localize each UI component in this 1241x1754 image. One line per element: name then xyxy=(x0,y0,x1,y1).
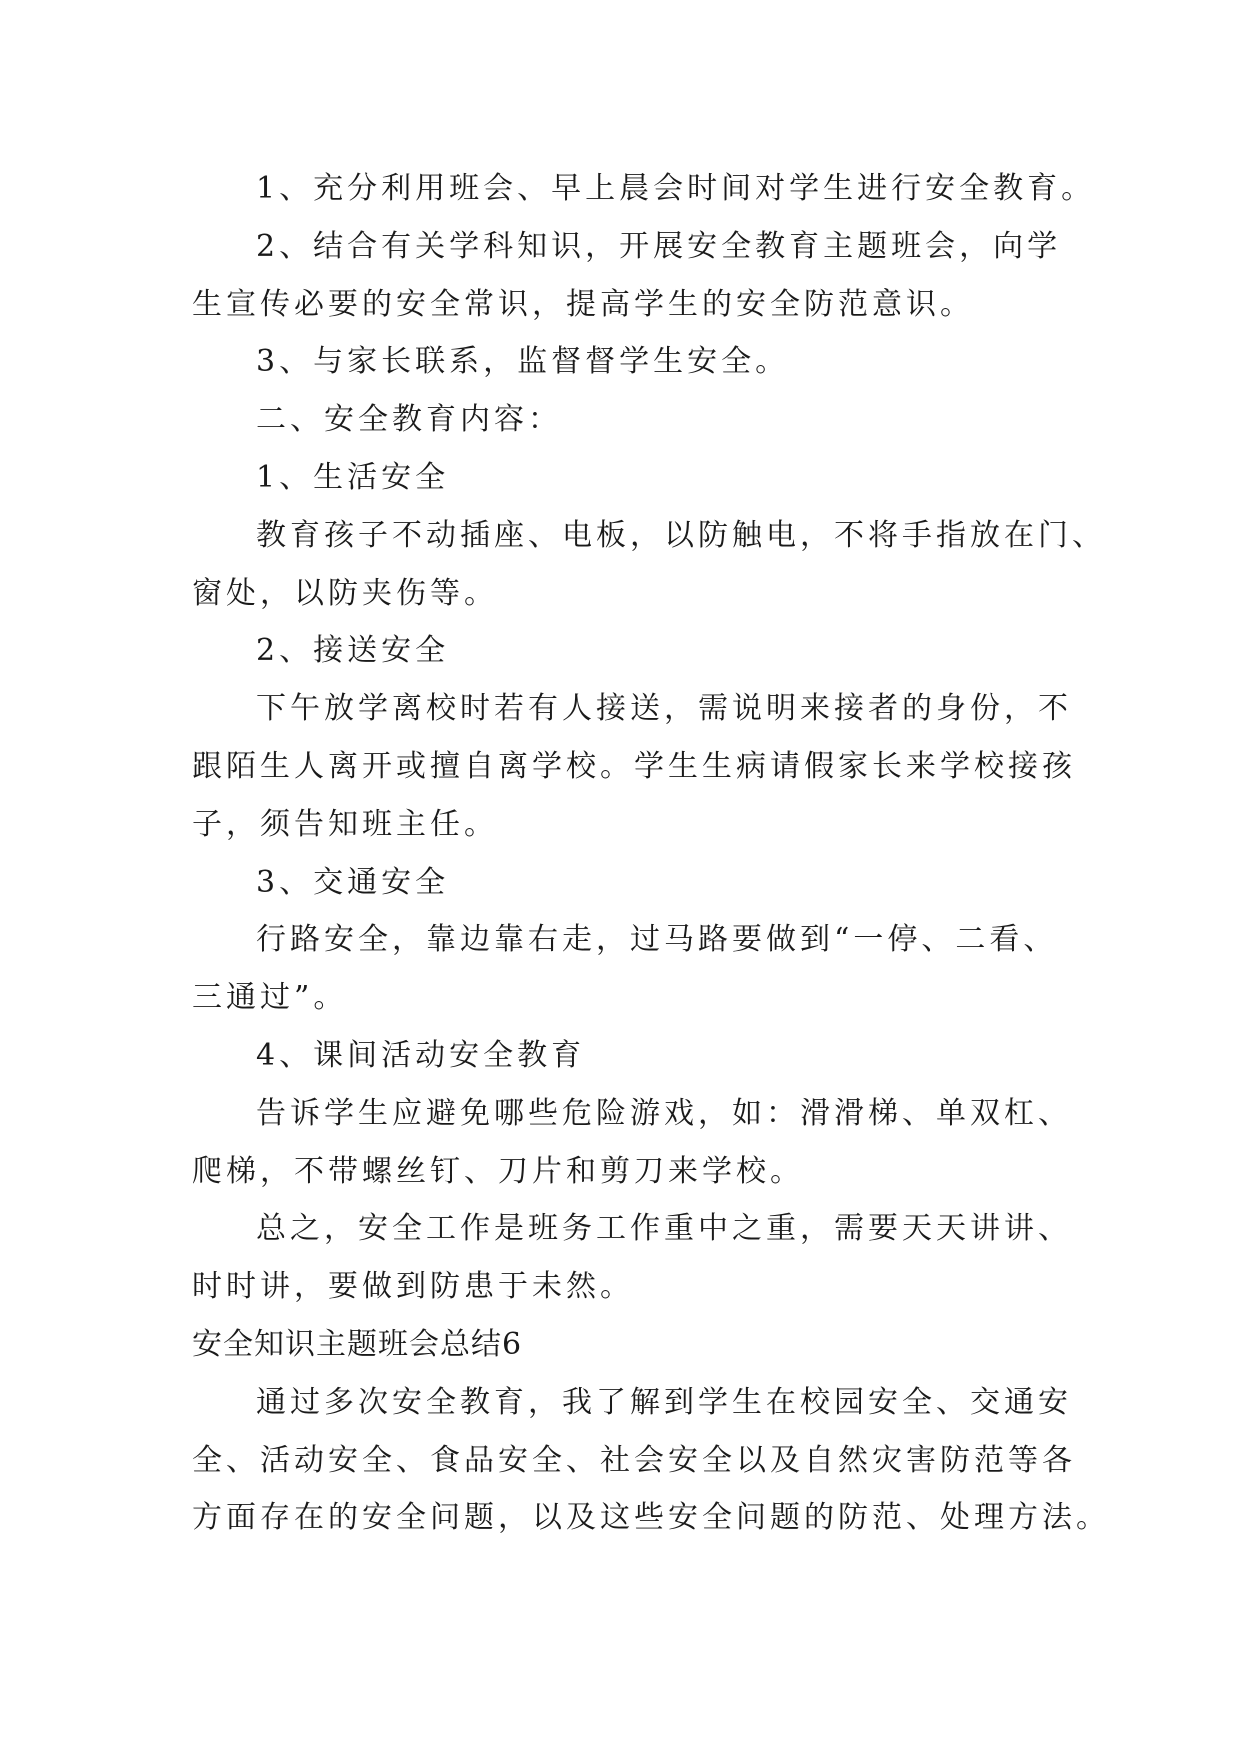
paragraph-line: 2、结合有关学科知识，开展安全教育主题班会，向学 xyxy=(256,228,1062,264)
paragraph-line: 教育孩子不动插座、电板，以防触电，不将手指放在门、 xyxy=(256,517,1106,553)
section-heading: 二、安全教育内容： xyxy=(256,402,562,438)
paragraph-line: 方面存在的安全问题，以及这些安全问题的防范、处理方法。 xyxy=(192,1500,1110,1536)
subsection-heading: 1、生活安全 xyxy=(256,459,450,495)
paragraph-line: 跟陌生人离开或擅自离学校。学生生病请假家长来学校接孩 xyxy=(192,748,1076,784)
paragraph-line: 子，须告知班主任。 xyxy=(192,806,498,842)
paragraph-line: 下午放学离校时若有人接送，需说明来接者的身份，不 xyxy=(256,691,1072,727)
subsection-heading: 2、接送安全 xyxy=(256,633,450,669)
paragraph-line: 行路安全，靠边靠右走，过马路要做到“一停、二看、 xyxy=(256,922,1058,958)
document-title: 安全知识主题班会总结6 xyxy=(192,1326,523,1362)
paragraph-line: 3、与家长联系，监督督学生安全。 xyxy=(256,344,790,380)
document-page xyxy=(192,160,1110,1547)
paragraph-line: 三通过”。 xyxy=(192,980,348,1016)
subsection-heading: 3、交通安全 xyxy=(256,864,450,900)
paragraph-line: 生宣传必要的安全常识，提高学生的安全防范意识。 xyxy=(192,286,974,322)
paragraph-line: 全、活动安全、食品安全、社会安全以及自然灾害防范等各 xyxy=(192,1442,1076,1478)
paragraph-line: 爬梯，不带螺丝钉、刀片和剪刀来学校。 xyxy=(192,1153,804,1189)
paragraph-line: 通过多次安全教育，我了解到学生在校园安全、交通安 xyxy=(256,1384,1072,1420)
paragraph-line: 总之，安全工作是班务工作重中之重，需要天天讲讲、 xyxy=(256,1211,1072,1247)
paragraph-line: 窗处，以防夹伤等。 xyxy=(192,575,498,611)
paragraph-line: 告诉学生应避免哪些危险游戏，如：滑滑梯、单双杠、 xyxy=(256,1095,1072,1131)
paragraph-line: 1、充分利用班会、早上晨会时间对学生进行安全教育。 xyxy=(256,171,1096,206)
paragraph-line: 时时讲，要做到防患于未然。 xyxy=(192,1269,634,1305)
subsection-heading: 4、课间活动安全教育 xyxy=(256,1037,586,1073)
